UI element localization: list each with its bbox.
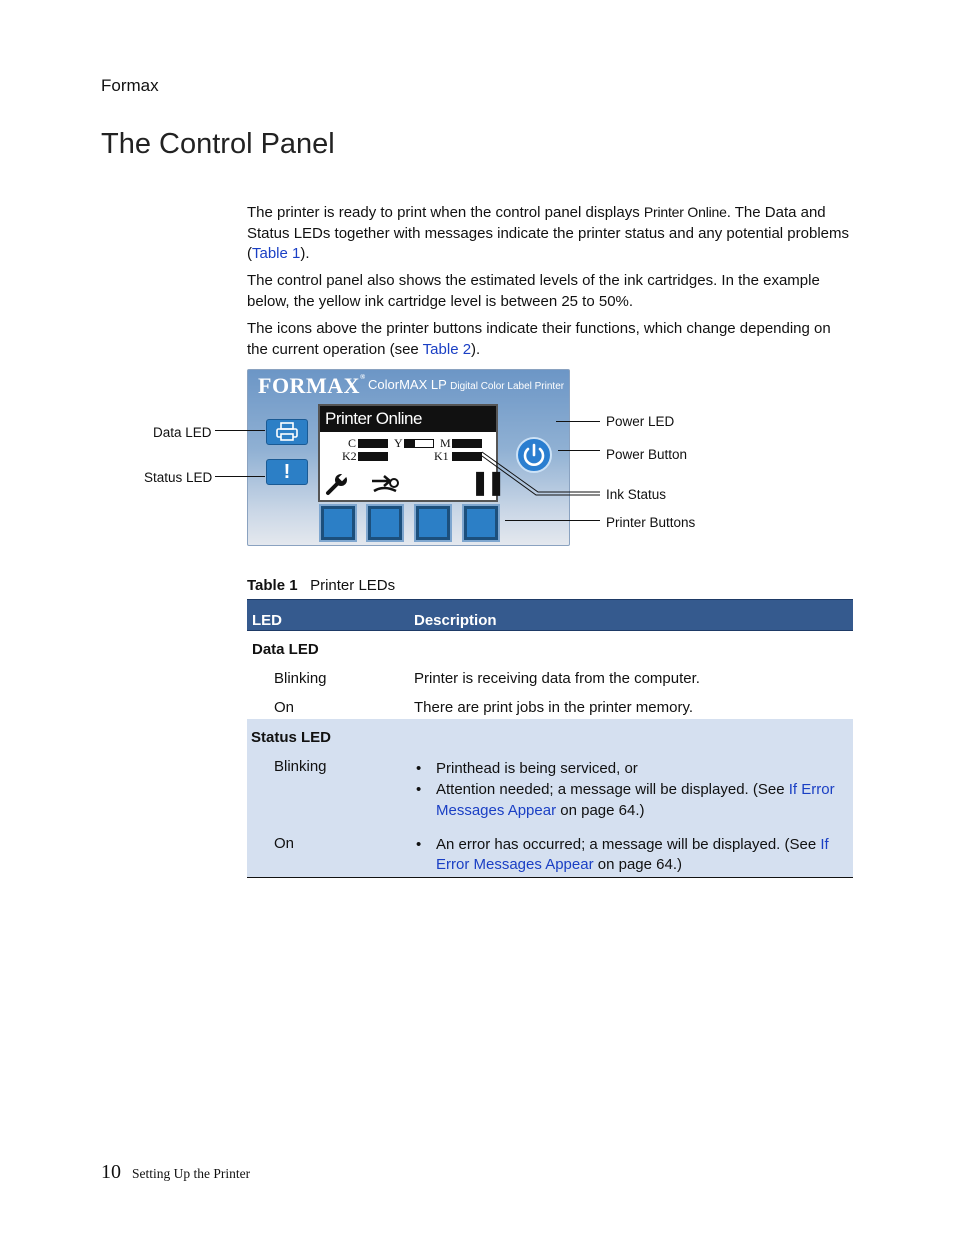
product-model: ColorMAX LP xyxy=(368,377,447,392)
formax-logo xyxy=(258,373,366,399)
page-number: 10 xyxy=(101,1161,121,1183)
data-led-button[interactable] xyxy=(266,419,308,445)
screen-message: Printer Online xyxy=(320,406,496,432)
bullet2-text-a: Attention needed; a message will be displayed. (See xyxy=(436,781,789,798)
table-1-link[interactable]: Table 1 xyxy=(252,245,301,262)
callout-printer-buttons: Printer Buttons xyxy=(606,515,696,530)
caption-title: Printer LEDs xyxy=(310,577,396,594)
printer-button-4[interactable] xyxy=(464,506,498,540)
error-messages-link[interactable]: If Error Messages Appear xyxy=(436,781,835,819)
callout-power-led: Power LED xyxy=(606,414,675,429)
ink-label-y: Y xyxy=(394,436,403,450)
footer-section: Setting Up the Printer xyxy=(132,1166,251,1181)
header-description: Description xyxy=(410,600,853,631)
table-caption xyxy=(247,577,395,594)
data-led-on-label: On xyxy=(274,699,295,716)
ink-bar-m xyxy=(452,439,482,448)
exclamation-icon: ! xyxy=(283,460,291,483)
data-led-blinking-desc: Printer is receiving data from the computer. xyxy=(414,670,700,687)
printer-online-code: Printer Online xyxy=(643,204,727,220)
caption-number: Table 1 xyxy=(247,577,298,594)
p1-text-b: . The Data and Status LEDs together with messages indicate the printer status and any potential problems ( xyxy=(247,204,849,262)
logo-mark: ® xyxy=(359,373,366,381)
table-row xyxy=(247,752,853,827)
intro-paragraph-3 xyxy=(247,319,853,360)
product-name xyxy=(368,377,564,392)
page-title: The Control Panel xyxy=(101,128,335,160)
printer-button-3[interactable] xyxy=(416,506,450,540)
pause-icon: ❚❚ xyxy=(470,469,503,496)
blinking-bullets xyxy=(414,758,845,821)
status-led-on-desc xyxy=(410,827,853,878)
bullet2-text-b: on page 64.) xyxy=(556,802,645,819)
bullet-item xyxy=(414,779,845,821)
logo-text: FORMAX xyxy=(258,373,360,398)
data-led-blinking-label: Blinking xyxy=(274,670,327,687)
table-row xyxy=(247,664,853,693)
ink-bar-c xyxy=(358,439,388,448)
leader-data-led xyxy=(215,430,265,431)
status-led-blinking-desc xyxy=(410,752,853,827)
callout-ink-status: Ink Status xyxy=(606,487,667,502)
status-led-button[interactable] xyxy=(266,459,308,485)
ink-bar-k2 xyxy=(358,452,388,461)
bullet-item: • Printhead is being serviced, or xyxy=(414,758,845,779)
leader-status-led xyxy=(215,476,265,477)
status-led-on-label: On xyxy=(274,835,295,852)
ink-bar-y xyxy=(404,439,434,448)
callout-status-led: Status LED xyxy=(144,470,213,485)
p3-text-a: The icons above the printer buttons indicate their functions, which change depending on the current operation (see xyxy=(247,320,831,358)
lcd-screen xyxy=(318,404,503,502)
table-row xyxy=(247,719,853,752)
table-header-row xyxy=(247,600,853,631)
status-led-blinking-label: Blinking xyxy=(274,758,327,775)
p1-text-a: The printer is ready to print when the control panel displays xyxy=(247,204,644,221)
product-desc: Digital Color Label Printer xyxy=(450,381,565,392)
bullet-item xyxy=(414,835,845,875)
table-row xyxy=(247,693,853,719)
on-bullets xyxy=(414,835,845,875)
bullet3-text-a: An error has occurred; a message will be displayed. (See xyxy=(436,836,821,853)
ink-fill-y xyxy=(405,440,415,447)
intro-paragraph-1 xyxy=(247,202,853,265)
p1-text-c: ). xyxy=(300,245,310,262)
table-row xyxy=(247,827,853,878)
ink-bar-k1 xyxy=(452,452,482,461)
wrench-icon xyxy=(324,471,350,497)
leader-ink-status xyxy=(480,450,602,496)
table-row xyxy=(247,631,853,665)
callout-power-button: Power Button xyxy=(606,447,688,462)
leader-printer-buttons xyxy=(505,520,600,521)
p3-text-b: ). xyxy=(471,340,481,358)
intro-paragraph-2: The control panel also shows the estimated levels of the ink cartridges. In the example below, the yellow ink cartridge level is between 25 to 50%. xyxy=(247,272,820,310)
callout-data-led: Data LED xyxy=(153,425,212,440)
header-led: LED xyxy=(247,600,410,631)
status-led-title: Status LED xyxy=(251,729,332,746)
printer-leds-table xyxy=(247,599,853,878)
ink-label-k1: K1 xyxy=(434,449,449,463)
error-messages-link-2[interactable]: If Error Messages Appear xyxy=(436,836,829,873)
data-led-on-desc: There are print jobs in the printer memory. xyxy=(414,699,694,716)
printer-button-1[interactable] xyxy=(321,506,355,540)
feed-icon xyxy=(370,473,400,495)
ink-label-k2: K2 xyxy=(342,449,357,463)
leader-power-led xyxy=(556,421,600,422)
running-header: Formax xyxy=(101,76,159,95)
printer-icon xyxy=(275,422,299,442)
data-led-title: Data LED xyxy=(252,641,319,658)
printer-button-2[interactable] xyxy=(368,506,402,540)
ink-label-m: M xyxy=(440,436,451,450)
ink-label-c: C xyxy=(348,436,357,450)
bullet3-text-b: on page 64.) xyxy=(593,856,682,873)
table-2-link[interactable]: Table 2 xyxy=(422,340,472,358)
